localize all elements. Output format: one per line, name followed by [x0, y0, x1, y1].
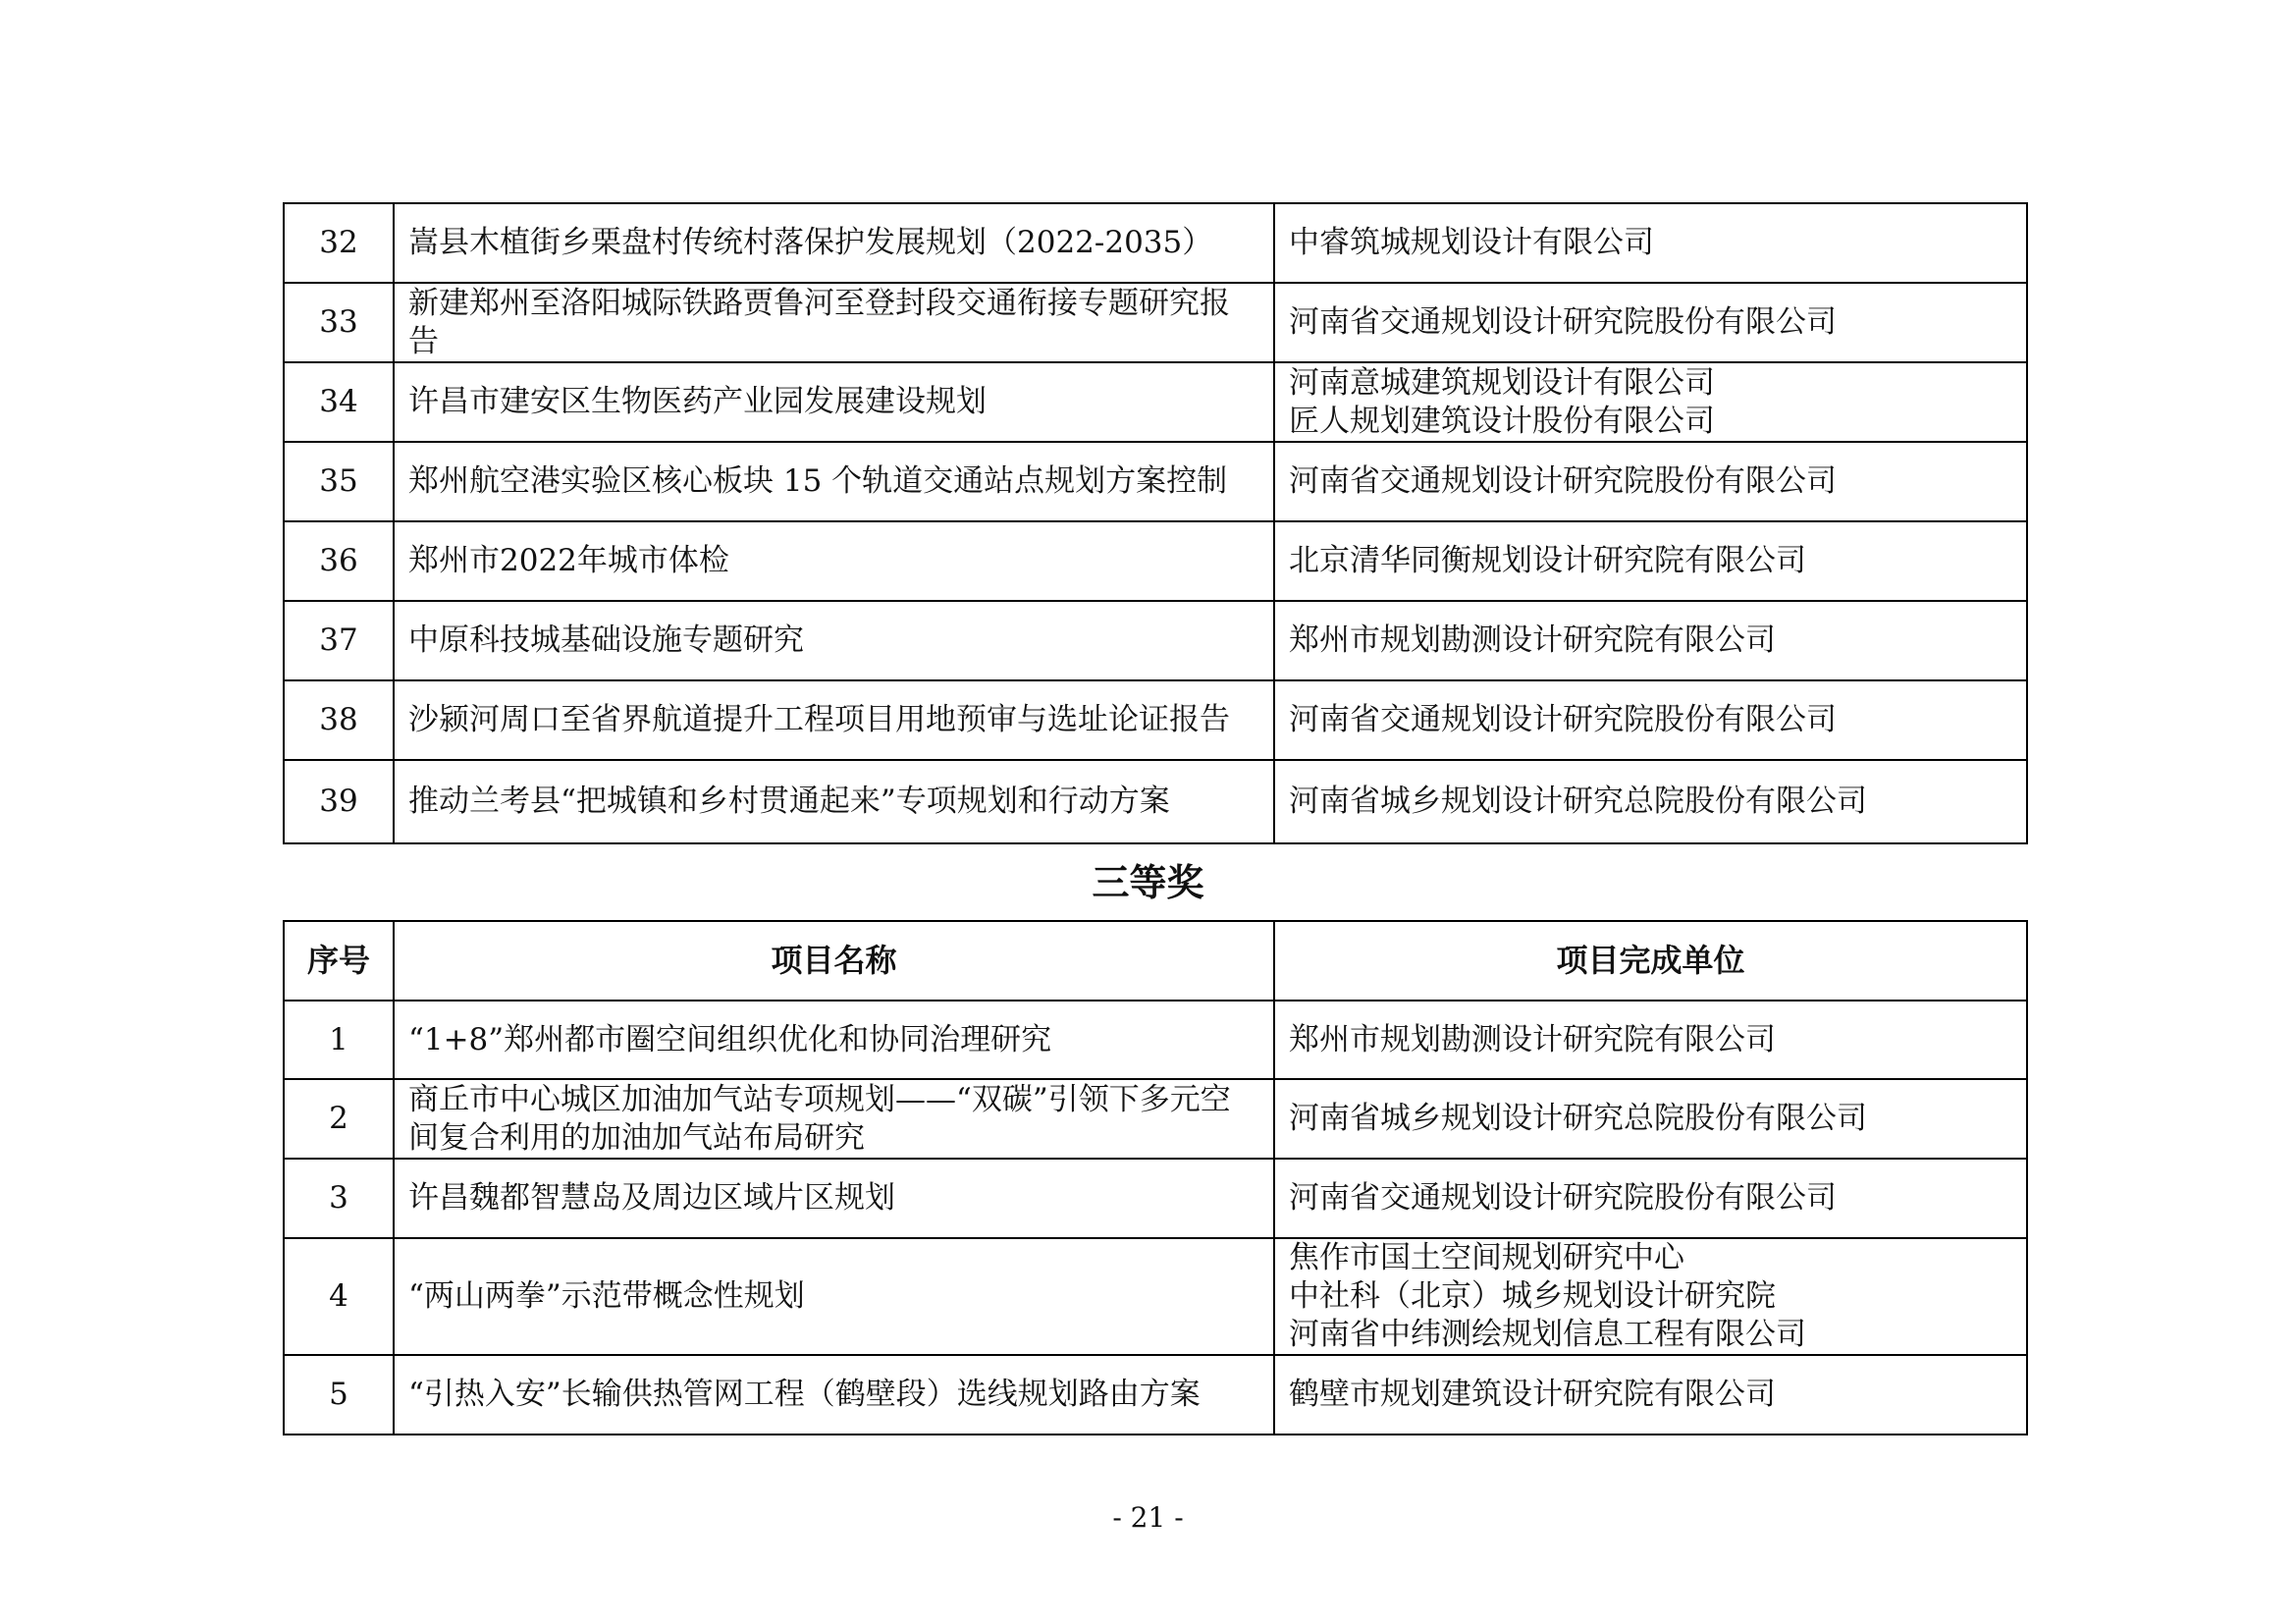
project-name: “两山两拳”示范带概念性规划 [394, 1238, 1274, 1355]
completion-unit [1274, 442, 2027, 521]
completion-unit [1274, 680, 2027, 760]
column-header-completion-unit: 项目完成单位 [1274, 921, 2027, 1001]
unit-name: 北京清华同衡规划设计研究院有限公司 [1289, 543, 1806, 578]
project-name: 郑州航空港实验区核心板块 15 个轨道交通站点规划方案控制 [394, 442, 1274, 521]
unit-name: 河南省交通规划设计研究院股份有限公司 [1289, 304, 1837, 340]
table-header-row [284, 921, 2027, 1001]
row-number: 1 [284, 1001, 394, 1079]
row-number: 37 [284, 601, 394, 680]
completion-unit [1274, 1355, 2027, 1435]
unit-name: 河南省城乡规划设计研究总院股份有限公司 [1289, 784, 1867, 819]
unit-name: 河南省城乡规划设计研究总院股份有限公司 [1289, 1101, 1867, 1136]
completion-unit [1274, 203, 2027, 283]
table-row [284, 760, 2027, 843]
completion-unit [1274, 1238, 2027, 1355]
unit-name: 郑州市规划勘测设计研究院有限公司 [1289, 1021, 1776, 1057]
completion-unit [1274, 521, 2027, 601]
table-row [284, 203, 2027, 283]
row-number: 4 [284, 1238, 394, 1355]
project-name: 推动兰考县“把城镇和乡村贯通起来”专项规划和行动方案 [394, 760, 1274, 843]
project-name: “引热入安”长输供热管网工程（鹤壁段）选线规划路由方案 [394, 1355, 1274, 1435]
row-number: 32 [284, 203, 394, 283]
table-row [284, 521, 2027, 601]
completion-unit [1274, 283, 2027, 362]
row-number: 2 [284, 1079, 394, 1159]
unit-name: 河南省交通规划设计研究院股份有限公司 [1289, 702, 1837, 737]
table-row [284, 1238, 2027, 1355]
column-header-project-name: 项目名称 [394, 921, 1274, 1001]
page-number: - 21 - [1112, 1501, 1184, 1534]
row-number: 33 [284, 283, 394, 362]
table-row [284, 1079, 2027, 1159]
project-name: 新建郑州至洛阳城际铁路贾鲁河至登封段交通衔接专题研究报告 [394, 283, 1274, 362]
table-row [284, 1001, 2027, 1079]
row-number: 39 [284, 760, 394, 843]
section-heading-third-prize: 三等奖 [1092, 861, 1204, 904]
unit-name: 中睿筑城规划设计有限公司 [1289, 225, 1654, 260]
unit-name: 河南意城建筑规划设计有限公司 [1289, 364, 1715, 401]
project-name: 许昌市建安区生物医药产业园发展建设规划 [394, 362, 1274, 442]
table-row [284, 1159, 2027, 1238]
unit-name: 河南省交通规划设计研究院股份有限公司 [1289, 1180, 1837, 1216]
unit-name: 中社科（北京）城乡规划设计研究院 [1289, 1278, 1776, 1314]
project-name: 郑州市2022年城市体检 [394, 521, 1274, 601]
row-number: 5 [284, 1355, 394, 1435]
unit-name: 河南省交通规划设计研究院股份有限公司 [1289, 463, 1837, 499]
table-row [284, 601, 2027, 680]
row-number: 35 [284, 442, 394, 521]
awards-table-continued [283, 202, 2028, 844]
project-name: 沙颍河周口至省界航道提升工程项目用地预审与选址论证报告 [394, 680, 1274, 760]
table-row [284, 283, 2027, 362]
table-row [284, 442, 2027, 521]
unit-name: 河南省中纬测绘规划信息工程有限公司 [1289, 1317, 1806, 1352]
project-name: 许昌魏都智慧岛及周边区域片区规划 [394, 1159, 1274, 1238]
unit-name: 匠人规划建筑设计股份有限公司 [1289, 403, 1715, 439]
awards-table-third-prize [283, 920, 2028, 1435]
row-number: 3 [284, 1159, 394, 1238]
column-header-number: 序号 [284, 921, 394, 1001]
table-row [284, 680, 2027, 760]
unit-name: 郑州市规划勘测设计研究院有限公司 [1289, 623, 1776, 658]
completion-unit [1274, 1079, 2027, 1159]
unit-name: 焦作市国土空间规划研究中心 [1289, 1240, 1684, 1275]
completion-unit [1274, 1159, 2027, 1238]
completion-unit [1274, 362, 2027, 442]
row-number: 38 [284, 680, 394, 760]
project-name: 嵩县木植街乡栗盘村传统村落保护发展规划（2022-2035） [394, 203, 1274, 283]
row-number: 36 [284, 521, 394, 601]
table-row [284, 1355, 2027, 1435]
table-row [284, 362, 2027, 442]
completion-unit [1274, 601, 2027, 680]
unit-name: 鹤壁市规划建筑设计研究院有限公司 [1289, 1377, 1776, 1412]
project-name: “1+8”郑州都市圈空间组织优化和协同治理研究 [394, 1001, 1274, 1079]
project-name: 商丘市中心城区加油加气站专项规划——“双碳”引领下多元空间复合利用的加油加气站布局研究 [394, 1079, 1274, 1159]
completion-unit [1274, 760, 2027, 843]
row-number: 34 [284, 362, 394, 442]
completion-unit [1274, 1001, 2027, 1079]
project-name: 中原科技城基础设施专题研究 [394, 601, 1274, 680]
